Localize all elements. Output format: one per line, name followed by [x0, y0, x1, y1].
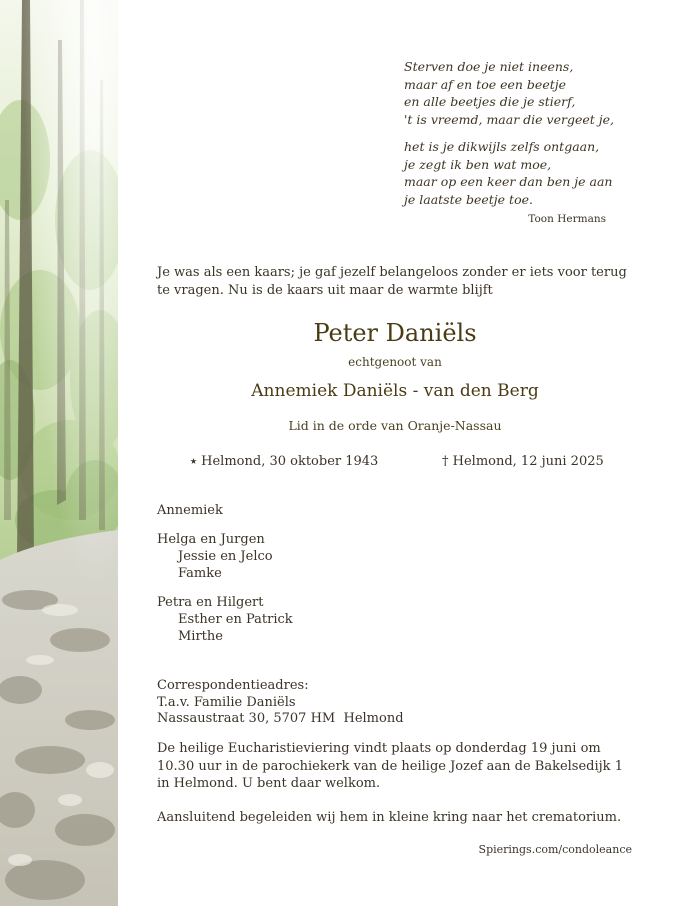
spouse-label: echtgenoot van [348, 355, 442, 369]
forest-path-photo [0, 0, 118, 906]
death-date: † Helmond, 12 juni 2025 [442, 454, 604, 469]
poem-line: het is je dikwijls zelfs ontgaan, [404, 139, 600, 154]
poem-line: maar af en toe een beetje [404, 76, 567, 92]
poem-line: 't is vreemd, maar die vergeet je, [404, 111, 615, 127]
service-line: De heilige Eucharistieviering vindt plaats op donderdag 19 juni om [157, 741, 601, 756]
poem-line: je zegt ik ben wat moe, [404, 156, 552, 172]
intro-line: Je was als een kaars; je gaf jezelf belangeloos zonder er iets voor terug [157, 265, 627, 280]
grandchild: Mirthe [178, 629, 223, 644]
condolence-link[interactable]: Spierings.com/condoleance [478, 843, 632, 856]
deceased-name: Peter Daniëls [313, 319, 477, 347]
poem-line: maar op een keer dan ben je aan [404, 174, 613, 189]
address-line: T.a.v. Familie Daniëls [157, 694, 296, 710]
poem-line: je laatste beetje toe. [404, 191, 533, 207]
family-group [157, 594, 617, 645]
grandchild: Famke [178, 566, 222, 581]
poem-stanza [404, 58, 634, 128]
grandchild: Esther en Patrick [178, 612, 293, 627]
poem-author: Toon Hermans [528, 213, 606, 225]
poem-stanza [404, 138, 634, 208]
poem [404, 58, 634, 218]
closing-text: Aansluitend begeleiden wij hem in kleine kring naar het crematorium. [157, 810, 622, 825]
family-group [157, 531, 617, 582]
family-list [157, 502, 617, 657]
service-info [157, 740, 627, 793]
spouse-name: Annemiek Daniëls - van den Berg [251, 381, 539, 401]
family-group [157, 502, 617, 519]
family-member: Helga en Jurgen [157, 532, 265, 547]
intro-text [157, 264, 627, 299]
family-member: Annemiek [157, 503, 223, 518]
poem-line: en alle beetjes die je stierf, [404, 94, 576, 109]
address-line: Nassaustraat 30, 5707 HM Helmond [157, 711, 404, 726]
service-line: 10.30 uur in de parochiekerk van de heilige Jozef aan de Bakelsedijk 1 [157, 758, 623, 774]
address-label: Correspondentieadres: [157, 678, 309, 693]
grandchild: Jessie en Jelco [178, 549, 273, 564]
distinction: Lid in de orde van Oranje-Nassau [288, 418, 502, 433]
intro-line: te vragen. Nu is de kaars uit maar de warmte blijft [157, 282, 493, 298]
poem-line: Sterven doe je niet ineens, [404, 59, 574, 74]
birth-date: ⭑ Helmond, 30 oktober 1943 [190, 454, 379, 469]
family-member: Petra en Hilgert [157, 595, 264, 610]
service-line: in Helmond. U bent daar welkom. [157, 776, 381, 791]
correspondence-address [157, 678, 617, 728]
